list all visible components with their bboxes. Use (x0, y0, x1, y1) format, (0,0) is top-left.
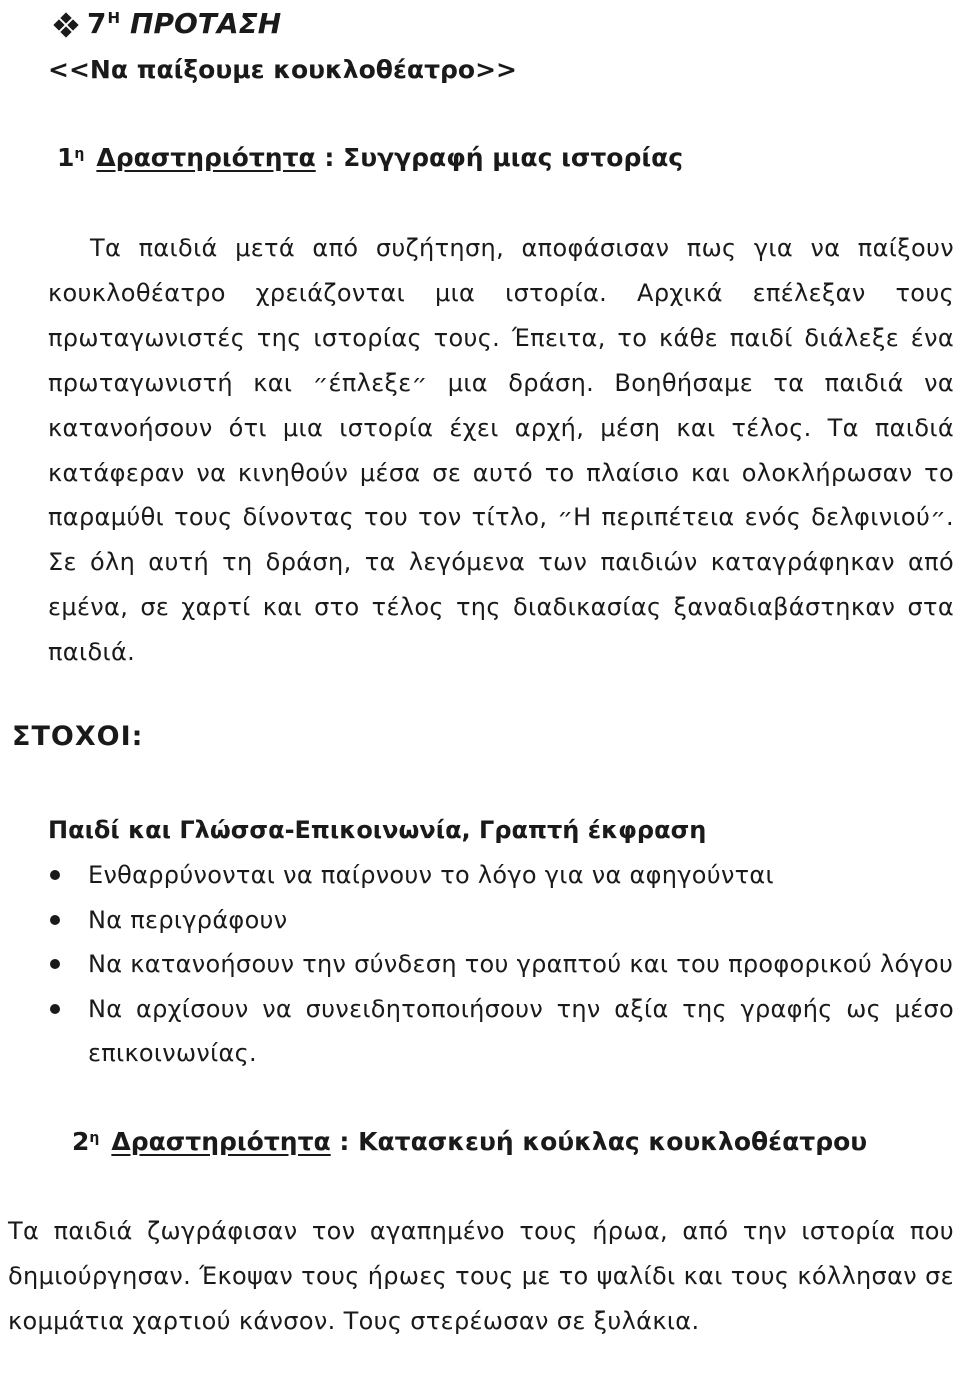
activity-2-superscript: η (89, 1130, 100, 1146)
activity-2-title: : Κατασκευή κούκλας κουκλοθέατρου (330, 1127, 868, 1156)
goals-category: Παιδί και Γλώσσα-Επικοινωνία, Γραπτή έκφραση (48, 816, 707, 844)
activity-2-heading (72, 1124, 867, 1160)
list-item (48, 853, 954, 898)
activity-1-paragraph (48, 226, 954, 675)
activity-2-number: 2 (72, 1127, 90, 1156)
activity-1-number: 1 (57, 143, 75, 172)
activity-1-text: Τα παιδιά μετά από συζήτηση, αποφάσισαν πως για να παίξουν κουκλοθέατρο χρειάζονται μια ιστορία. Αρχικά επέλεξαν τους πρωταγωνιστές της ιστορίας τους. Έπειτα, το κάθε παιδί διάλεξε ένα πρωταγωνιστή και ״έπλεξε״ μια δράση. Βοηθήσαμε τα παιδιά να κατανοήσουν ότι μια ιστορία έχει αρχή, μέση και τέλος. Τα παιδιά κατάφεραν να κινηθούν μέσα σε αυτό το πλαίσιο και ολοκλήρωσαν το παραμύθι τους δίνοντας του τον τίτλο, ״Η περιπέτεια ενός δελφινιού״. Σε όλη αυτή τη δράση, τα λεγόμενα των παιδιών καταγράφηκαν από εμένα, σε χαρτί και στο τέλος της διαδικασίας ξαναδιαβάστηκαν στα παιδιά. (48, 234, 955, 667)
list-item (48, 898, 954, 943)
goal-text: Να αρχίσουν να συνειδητοποιήσουν την αξία της γραφής ως μέσο επικοινωνίας. (88, 994, 954, 1067)
proposal-number: 7 (87, 7, 107, 40)
goal-text: Ενθαρρύνονται να παίρνουν το λόγο για να αφηγούνται (88, 861, 774, 889)
activity-1-label: Δραστηριότητα (96, 143, 316, 172)
proposal-superscript: Η (107, 9, 121, 27)
proposal-title: ΠΡΟΤΑΣΗ (130, 7, 282, 40)
list-item (48, 942, 954, 987)
goal-text: Να κατανοήσουν την σύνδεση του γραπτού και του προφορικού λόγου (88, 950, 954, 978)
bullet-icon (50, 959, 60, 969)
activity-2-label: Δραστηριότητα (111, 1127, 331, 1156)
bullet-icon (50, 870, 60, 880)
proposal-heading (55, 4, 281, 44)
document-subtitle: <<Να παίξουμε κουκλοθέατρο>> (48, 55, 517, 84)
bullet-icon (50, 1004, 60, 1014)
bullet-icon (50, 915, 60, 925)
activity-1-heading (57, 140, 683, 176)
activity-1-title: : Συγγραφή μιας ιστορίας (315, 143, 684, 172)
goals-list (48, 853, 954, 1076)
diamond-bullet-icon (55, 14, 77, 36)
goal-text: Να περιγράφουν (88, 905, 288, 934)
list-item (48, 987, 954, 1076)
goals-heading: ΣΤΟΧΟΙ: (12, 721, 144, 752)
activity-1-superscript: η (74, 146, 85, 162)
activity-2-paragraph: Τα παιδιά ζωγράφισαν τον αγαπημένο τους ήρωα, από την ιστορία που δημιούργησαν. Έκοψαν τους ήρωες τους με το ψαλίδι και τους κόλλησαν σε κομμάτια χαρτιού κάνσον. Τους στερέωσαν σε ξυλάκια. (8, 1217, 954, 1335)
